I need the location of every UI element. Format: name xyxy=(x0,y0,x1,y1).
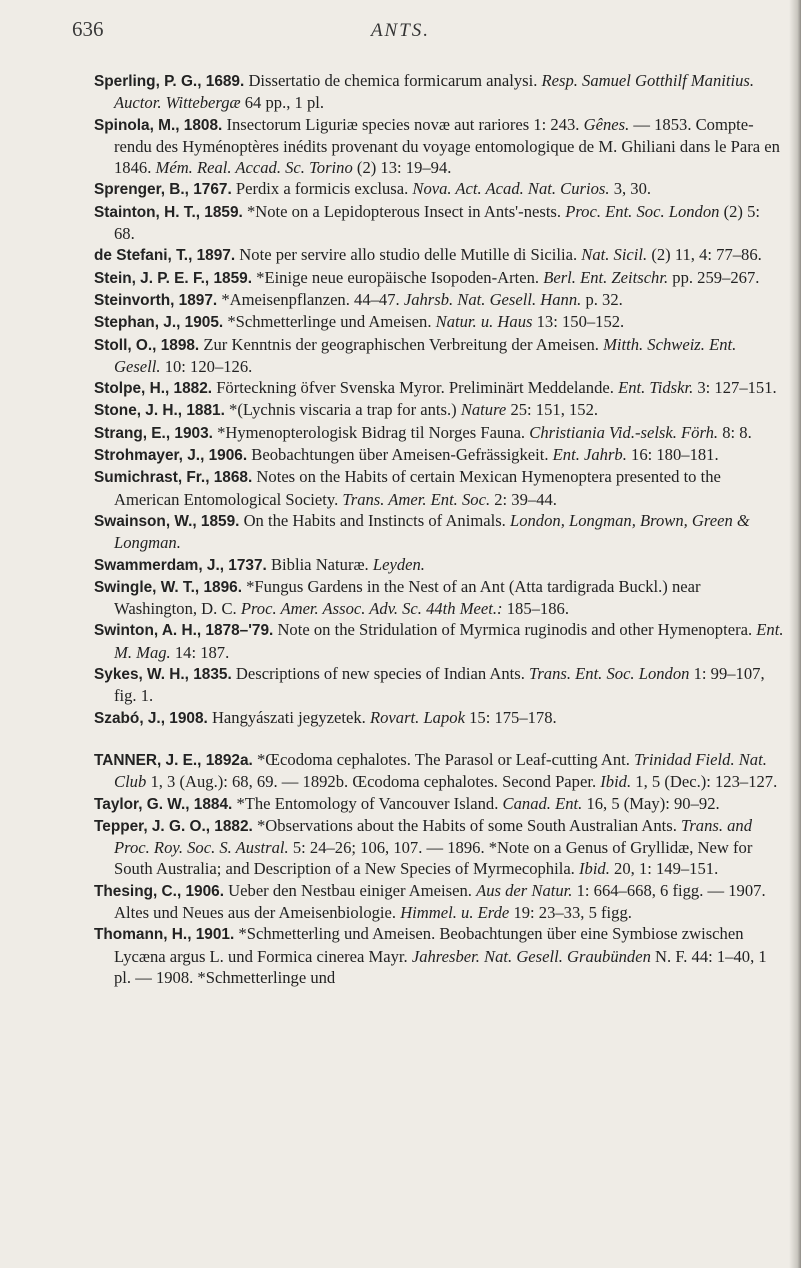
bibliography-entry xyxy=(94,114,784,179)
entry-citation: 1, 5 (Dec.): 123–127. xyxy=(635,772,778,792)
entry-title: *Schmetterling und Ameisen. Beobachtungen über eine Symbiose zwischen Lycæna argus L. und Formica cinerea Mayr. xyxy=(114,924,744,966)
entry-title: Notes on the Habits of certain Mexican Hymenoptera presented to the American Entomological Society. xyxy=(114,467,721,509)
entry-author: Swinton, A. H., 1878–'79. xyxy=(94,622,274,640)
entry-source: Mém. Real. Accad. Sc. Torino xyxy=(155,158,353,178)
entry-author: Steinvorth, 1897. xyxy=(94,291,218,309)
entry-citation: 16, 5 (May): 90–92. xyxy=(586,793,720,813)
entry-citation: 8: 8. xyxy=(722,422,752,442)
entry-source: Ent. M. Mag. xyxy=(114,620,784,662)
entry-citation: 64 pp., 1 pl. xyxy=(244,93,325,113)
bibliography-entry xyxy=(94,422,784,444)
bibliography-entry xyxy=(94,576,784,620)
entry-title: *Fungus Gardens in the Nest of an Ant (Atta tardigrada Buckl.) near Washington, D. C. xyxy=(114,576,701,619)
entry-author: Strohmayer, J., 1906. xyxy=(94,447,248,465)
entry-title: *Note on a Lepidopterous Insect in Ants'-nests. xyxy=(246,201,562,221)
bibliography-entry xyxy=(94,334,784,378)
bibliography-entry xyxy=(94,267,784,289)
entry-citation: 13: 150–152. xyxy=(536,312,625,332)
entry-source: Resp. Samuel Gotthilf Manitius. Auctor. Wittebergæ xyxy=(114,71,754,113)
entry-title: Perdix a formicis exclusa. xyxy=(235,179,409,199)
bibliography-entry xyxy=(94,289,784,311)
entry-author: Tepper, J. G. O., 1882. xyxy=(94,817,253,835)
entry-author: Sperling, P. G., 1689. xyxy=(94,73,245,90)
entry-author: Szabó, J., 1908. xyxy=(94,709,208,727)
entry-citation: 19: 23–33, 5 figg. xyxy=(513,902,632,922)
entry-author: Swammerdam, J., 1737. xyxy=(94,556,267,574)
entry-source: Nova. Act. Acad. Nat. Curios. xyxy=(412,179,610,199)
entry-author: Taylor, G. W., 1884. xyxy=(94,795,233,813)
bibliography-entry xyxy=(94,707,784,729)
entry-citation: 185–186. xyxy=(506,599,569,619)
entry-citation: 20, 1: 149–151. xyxy=(614,859,719,879)
entry-title: *Ameisenpflanzen. 44–47. xyxy=(221,289,400,309)
entry-source: Natur. u. Haus xyxy=(435,312,533,332)
entry-source: Ibid. xyxy=(579,859,610,879)
entry-citation: p. 32. xyxy=(585,289,623,309)
bibliography-entry xyxy=(94,466,784,510)
entry-author: Strang, E., 1903. xyxy=(94,424,213,442)
entry-title: *(Lychnis viscaria a trap for ants.) xyxy=(229,400,457,420)
entry-author: Stein, J. P. E. F., 1859. xyxy=(94,269,252,287)
entry-source: Leyden. xyxy=(372,554,425,574)
entry-citation: (2) 11, 4: 77–86. xyxy=(651,245,762,265)
entry-citation: 1, 3 (Aug.): 68, 69. — 1892b. Œcodoma cephalotes. Second Paper. xyxy=(150,772,597,792)
entry-title: *The Entomology of Vancouver Island. xyxy=(236,793,499,813)
entry-author: Sprenger, B., 1767. xyxy=(94,181,232,199)
bibliography-entry xyxy=(94,70,784,114)
entry-source: Himmel. u. Erde xyxy=(400,902,510,922)
bibliography-entry xyxy=(94,554,784,576)
entry-title: *Schmetterlinge und Ameisen. xyxy=(227,312,432,332)
running-title: ANTS. xyxy=(370,20,431,41)
entry-source: Canad. Ent. xyxy=(502,793,583,813)
bibliography-entry xyxy=(94,201,784,245)
entry-source: London, Longman, Brown, Green & Longman. xyxy=(114,510,750,553)
bibliography-entry xyxy=(94,399,784,421)
entry-author: Sumichrast, Fr., 1868. xyxy=(94,469,253,487)
entry-title: *Hymenopterologisk Bidrag til Norges Fauna. xyxy=(217,422,526,442)
entry-author: de Stefani, T., 1897. xyxy=(94,247,236,265)
entry-title: Förteckning öfver Svenska Myror. Preliminärt Meddelande. xyxy=(216,378,614,398)
bibliography-entry xyxy=(94,244,784,266)
entry-citation: pp. 259–267. xyxy=(672,267,760,287)
entry-source: Gênes. xyxy=(583,114,630,134)
entry-citation: 1: 664–668, 6 figg. — 1907. Altes und Neues aus der Ameisenbiologie. xyxy=(114,880,766,922)
entry-source: Ibid. xyxy=(600,772,632,792)
entry-title: Hangyászati jegyzetek. xyxy=(211,707,366,727)
page-edge-shadow xyxy=(789,0,801,1268)
entry-source: Mitth. Schweiz. Ent. Gesell. xyxy=(114,334,737,376)
bibliography-entry xyxy=(94,444,784,466)
entry-author: Swingle, W. T., 1896. xyxy=(94,578,242,596)
entry-author: Spinola, M., 1808. xyxy=(94,116,223,134)
bibliography-entry xyxy=(94,793,784,815)
bibliography-entry xyxy=(94,815,784,880)
bibliography-entry xyxy=(94,619,784,663)
bibliography-list xyxy=(94,70,784,988)
bibliography-entry xyxy=(94,880,784,924)
entry-source: Aus der Natur. xyxy=(476,880,573,900)
entry-citation: 2: 39–44. xyxy=(494,489,557,509)
entry-title: Dissertatio de chemica formicarum analysi. xyxy=(248,71,538,90)
entry-citation: 25: 151, 152. xyxy=(510,400,599,420)
entry-source: Berl. Ent. Zeitschr. xyxy=(543,267,669,287)
entry-citation: 5: 24–26; 106, 107. — 1896. *Note on a Genus of Gryllidæ, New for South Australia; and Description of a New Species of Myrmecophila. xyxy=(114,838,753,879)
entry-author: Thomann, H., 1901. xyxy=(94,926,235,944)
entry-source: Nature xyxy=(460,400,507,420)
entry-source: Trans. Amer. Ent. Soc. xyxy=(342,489,491,509)
entry-source: Ent. Jahrb. xyxy=(552,445,627,465)
entry-source: Trans. Ent. Soc. London xyxy=(529,664,690,684)
entry-citation: 3, 30. xyxy=(613,179,652,199)
entry-source: Rovart. Lapok xyxy=(369,707,465,727)
entry-title: *Observations about the Habits of some South Australian Ants. xyxy=(256,815,677,835)
entry-citation: N. F. 44: 1–40, 1 pl. — 1908. *Schmetterlinge und xyxy=(114,946,767,987)
entry-title: Ueber den Nestbau einiger Ameisen. xyxy=(228,880,472,900)
entry-citation: (2) 5: 68. xyxy=(114,201,761,244)
entry-title: *Œcodoma cephalotes. The Parasol or Leaf-cutting Ant. xyxy=(256,749,630,769)
entry-source: Proc. Amer. Assoc. Adv. Sc. 44th Meet.: xyxy=(240,599,503,619)
bibliography-entry xyxy=(94,510,784,554)
entry-author: Stone, J. H., 1881. xyxy=(94,402,225,420)
entry-citation: 14: 187. xyxy=(174,642,230,662)
entry-author: Sykes, W. H., 1835. xyxy=(94,666,232,684)
entry-title: Note per servire allo studio delle Mutille di Sicilia. xyxy=(239,245,578,265)
entry-source: Nat. Sicil. xyxy=(581,245,648,265)
entry-source: Ent. Tidskr. xyxy=(618,378,694,398)
entry-title: On the Habits and Instincts of Animals. xyxy=(243,510,506,530)
entry-author: Thesing, C., 1906. xyxy=(94,882,225,900)
entry-source: Trinidad Field. Nat. Club xyxy=(114,749,767,792)
entry-title: Zur Kenntnis der geographischen Verbreitung der Ameisen. xyxy=(203,334,599,354)
entry-citation: 16: 180–181. xyxy=(631,445,719,465)
entry-title: Descriptions of new species of Indian Ants. xyxy=(235,664,525,684)
entry-author: Stoll, O., 1898. xyxy=(94,336,200,354)
entry-author: Stainton, H. T., 1859. xyxy=(94,203,243,221)
bibliography-entry xyxy=(94,311,784,333)
entry-citation: (2) 13: 19–94. xyxy=(356,158,452,178)
entry-source: Trans. and Proc. Roy. Soc. S. Austral. xyxy=(114,815,753,858)
entry-citation: 1: 99–107, fig. 1. xyxy=(114,664,765,706)
entry-citation: 3: 127–151. xyxy=(697,378,777,398)
entry-title: Beobachtungen über Ameisen-Gefrässigkeit. xyxy=(251,445,549,465)
entry-title: *Einige neue europäische Isopoden-Arten. xyxy=(256,267,540,287)
bibliography-entry xyxy=(94,923,784,988)
entry-source: Jahrsb. Nat. Gesell. Hann. xyxy=(403,289,582,309)
entry-author: TANNER, J. E., 1892a. xyxy=(94,751,253,769)
entry-citation: — 1853. Compte-rendu des Hyménoptères inédits provenant du voyage entomologique de M. Ghiliani dans le Para en 1846. xyxy=(114,114,780,178)
bibliography-entry xyxy=(94,377,784,399)
entry-citation: 10: 120–126. xyxy=(164,356,253,376)
entry-title: Biblia Naturæ. xyxy=(270,554,369,574)
entry-author: Swainson, W., 1859. xyxy=(94,512,240,530)
entry-author: Stephan, J., 1905. xyxy=(94,314,224,332)
entry-source: Jahresber. Nat. Gesell. Graubünden xyxy=(411,946,651,966)
bibliography-entry xyxy=(94,663,784,707)
entry-author: Stolpe, H., 1882. xyxy=(94,380,213,398)
bibliography-entry xyxy=(94,749,784,793)
page-number: 636 xyxy=(72,17,104,41)
bibliography-entry xyxy=(94,178,784,200)
entry-source: Christiania Vid.-selsk. Förh. xyxy=(529,422,719,442)
entry-title: Insectorum Liguriæ species novæ aut rariores 1: 243. xyxy=(226,114,580,134)
entry-title: Note on the Stridulation of Myrmica ruginodis and other Hymenoptera. xyxy=(277,620,753,640)
entry-source: Proc. Ent. Soc. London xyxy=(565,201,720,221)
entry-citation: 15: 175–178. xyxy=(469,707,557,727)
